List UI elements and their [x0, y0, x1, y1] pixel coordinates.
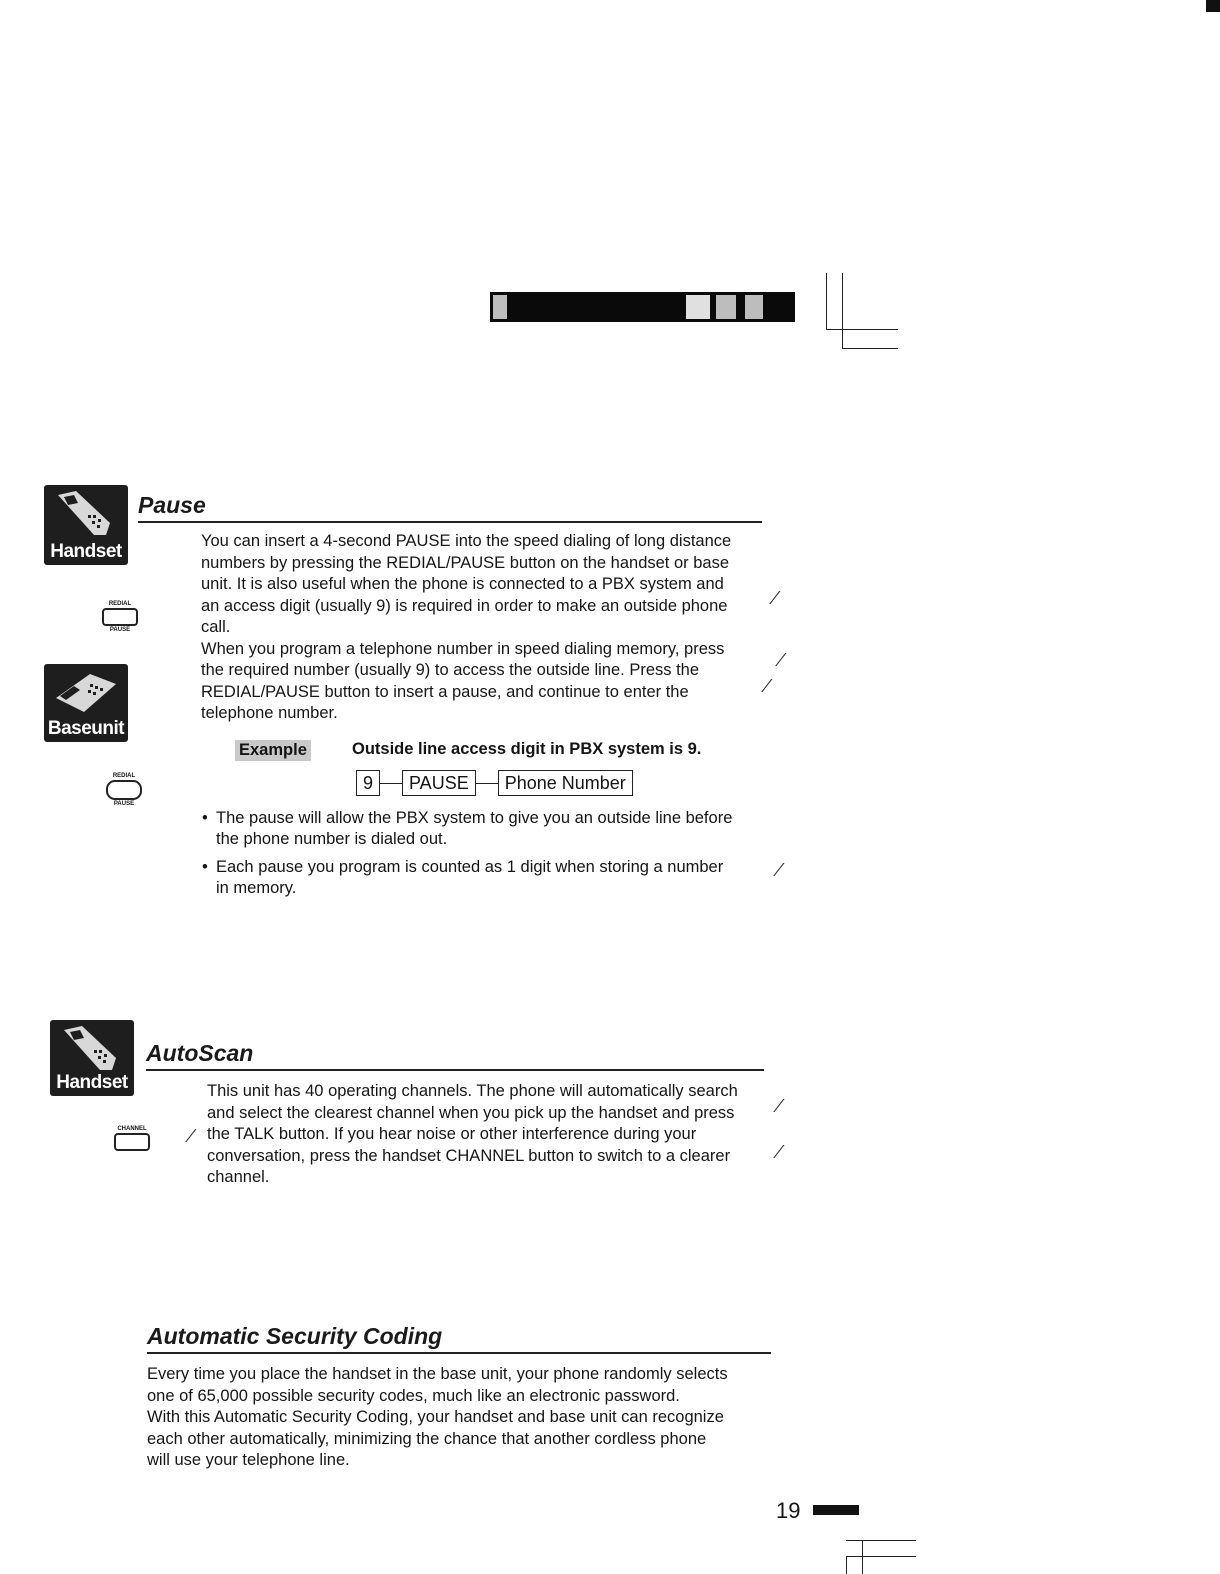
handset-label: Handset — [56, 1072, 128, 1093]
crop-mark — [826, 329, 898, 330]
example-label: Example — [235, 740, 311, 761]
autoscan-paragraph: This unit has 40 operating channels. The phone will automatically search and select the clearest channel when you pick up the handset and press the TALK button. If you hear noise or other interference during your conversation, press the handset CHANNEL button to switch to a clearer channel. — [207, 1082, 738, 1186]
margin-tick: ⁄ — [766, 676, 770, 696]
margin-tick: ⁄ — [190, 1126, 194, 1146]
margin-tick: ⁄ — [778, 1096, 782, 1116]
page-number-bar — [813, 1505, 859, 1515]
page-number: 19 — [776, 1498, 801, 1523]
sequence-digit: 9 — [356, 770, 380, 796]
example-text: Outside line access digit in PBX system is 9. — [352, 740, 702, 758]
base-unit-label: Baseunit — [47, 718, 125, 739]
dial-sequence — [356, 769, 633, 797]
pause-paragraph: You can insert a 4-second PAUSE into the speed dialing of long distance numbers by pressing the REDIAL/PAUSE button on the handset or base unit. It is also useful when the phone is connected to a PBX system and an access digit (usually 9) is required in order to make an outside phone call. When you program a telephone number in speed dialing memory, press the required number (usually 9) to access the outside line. Press the REDIAL/PAUSE button to insert a pause, and continue to enter the telephone number. — [201, 532, 732, 722]
pause-heading: Pause — [138, 492, 762, 523]
margin-tick: ⁄ — [774, 588, 778, 608]
header-bar — [490, 292, 795, 322]
pause-bullet: • Each pause you program is counted as 1 digit when storing a number in memory. — [202, 857, 796, 899]
crop-mark — [842, 348, 898, 349]
redial-pause-button-icon: REDIAL PAUSE — [90, 600, 150, 634]
margin-tick: ⁄ — [778, 1142, 782, 1162]
autoscan-heading: AutoScan — [146, 1040, 764, 1071]
crop-mark — [846, 1556, 847, 1574]
crop-mark — [842, 273, 843, 348]
channel-button-icon: CHANNEL — [102, 1125, 162, 1151]
security-paragraph: Every time you place the handset in the base unit, your phone randomly selects one of 65,000 possible security codes, much like an electronic password. With this Automatic Security Coding, your handset and base unit can recognize each other automatically, minimizing the chance that another cordless phone will use your telephone line. — [147, 1365, 728, 1469]
security-heading: Automatic Security Coding — [147, 1323, 771, 1354]
sequence-pause: PAUSE — [402, 770, 476, 796]
crop-mark — [846, 1556, 916, 1557]
crop-mark — [846, 1540, 916, 1541]
pause-bullet: • The pause will allow the PBX system to give you an outside line before the phone number is dialed out. — [202, 808, 796, 850]
handset-icon — [44, 485, 128, 565]
handset-label: Handset — [50, 541, 122, 562]
edge-mark — [1206, 0, 1220, 12]
margin-tick: ⁄ — [778, 860, 782, 880]
sequence-phone-number: Phone Number — [498, 770, 633, 796]
base-unit-icon — [44, 664, 128, 742]
handset-icon — [50, 1020, 134, 1096]
redial-pause-button-icon-base: REDIAL PAUSE — [94, 772, 154, 808]
crop-mark — [826, 273, 827, 329]
crop-mark — [862, 1540, 863, 1574]
margin-tick: ⁄ — [780, 650, 784, 670]
